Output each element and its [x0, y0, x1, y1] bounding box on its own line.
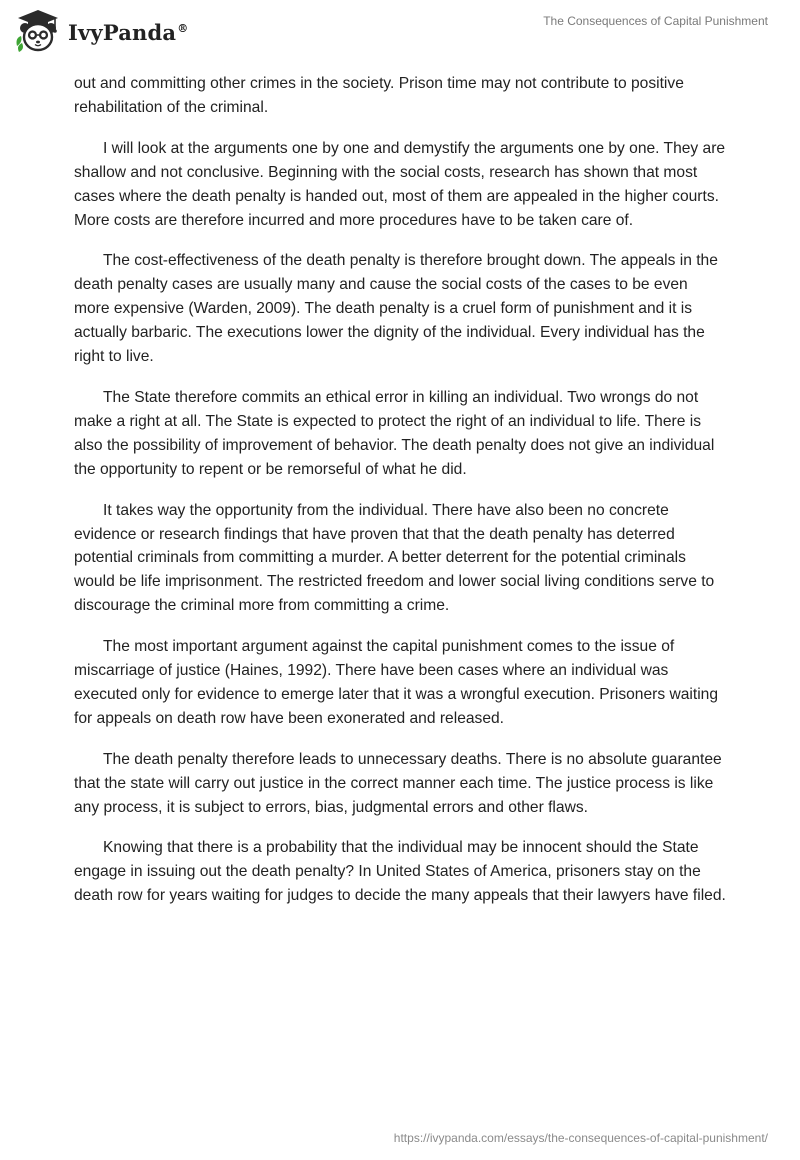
paragraph-6: The most important argument against the capital punishment comes to the issue of miscarriage of justice (Haines, 1992). There have been cases where an individual was executed only for evidence to emerge later that it was a wrongful execution. Prisoners waiting for appeals on death row have been exonerated and released.	[74, 638, 719, 727]
brand-name: IvyPanda®	[68, 19, 189, 45]
paragraph-5: It takes way the opportunity from the individual. There have also been no concrete evidence or research findings that have proven that that the death penalty has deterred potential criminals from committing a murder. A better deterrent for the potential criminals would be life imprisonment. The restricted freedom and lower social living conditions serve to discourage the criminal more from committing a crime.	[74, 501, 715, 615]
brand-logo[interactable]	[14, 8, 188, 54]
registered-mark: ®	[177, 21, 189, 35]
source-url-link[interactable]: https://ivypanda.com/essays/the-consequences-of-capital-punishment/	[393, 1131, 768, 1145]
paragraph-8: Knowing that there is a probability that the individual may be innocent should the State engage in issuing out the death penalty? In United States of America, prisoners stay on the death row for years waiting for judges to decide the many appeals that their lawyers have filed.	[74, 839, 726, 905]
panda-graduate-icon	[14, 8, 62, 54]
page-header	[0, 0, 800, 60]
paragraph-7: The death penalty therefore leads to unnecessary deaths. There is no absolute guarantee that the state will carry out justice in the correct manner each time. The justice process is like any process, it is subject to errors, bias, judgmental errors and other flaws.	[74, 750, 722, 816]
paragraph-2: I will look at the arguments one by one and demystify the arguments one by one. They are shallow and not conclusive. Beginning with the social costs, research has shown that most cases where the death penalty is handed out, most of them are appealed in the higher courts. More costs are therefore incurred and more procedures have to be taken care of.	[74, 139, 726, 229]
paragraph-4: The State therefore commits an ethical error in killing an individual. Two wrongs do not make a right at all. The State is expected to protect the right of an individual to life. There is also the possibility of improvement of behavior. The death penalty does not give an individual the opportunity to repent or be remorseful of what he did.	[74, 388, 715, 478]
essay-body	[74, 72, 726, 925]
document-title: The Consequences of Capital Punishment	[543, 14, 768, 28]
paragraph-1: out and committing other crimes in the society. Prison time may not contribute to positive rehabilitation of the criminal.	[74, 75, 684, 116]
paragraph-3: The cost-effectiveness of the death penalty is therefore brought down. The appeals in the death penalty cases are usually many and cause the social costs of the cases to be even more expensive (Warden, 2009). The death penalty is a cruel form of punishment and it is actually barbaric. The executions lower the dignity of the individual. Every individual has the right to live.	[74, 252, 718, 366]
